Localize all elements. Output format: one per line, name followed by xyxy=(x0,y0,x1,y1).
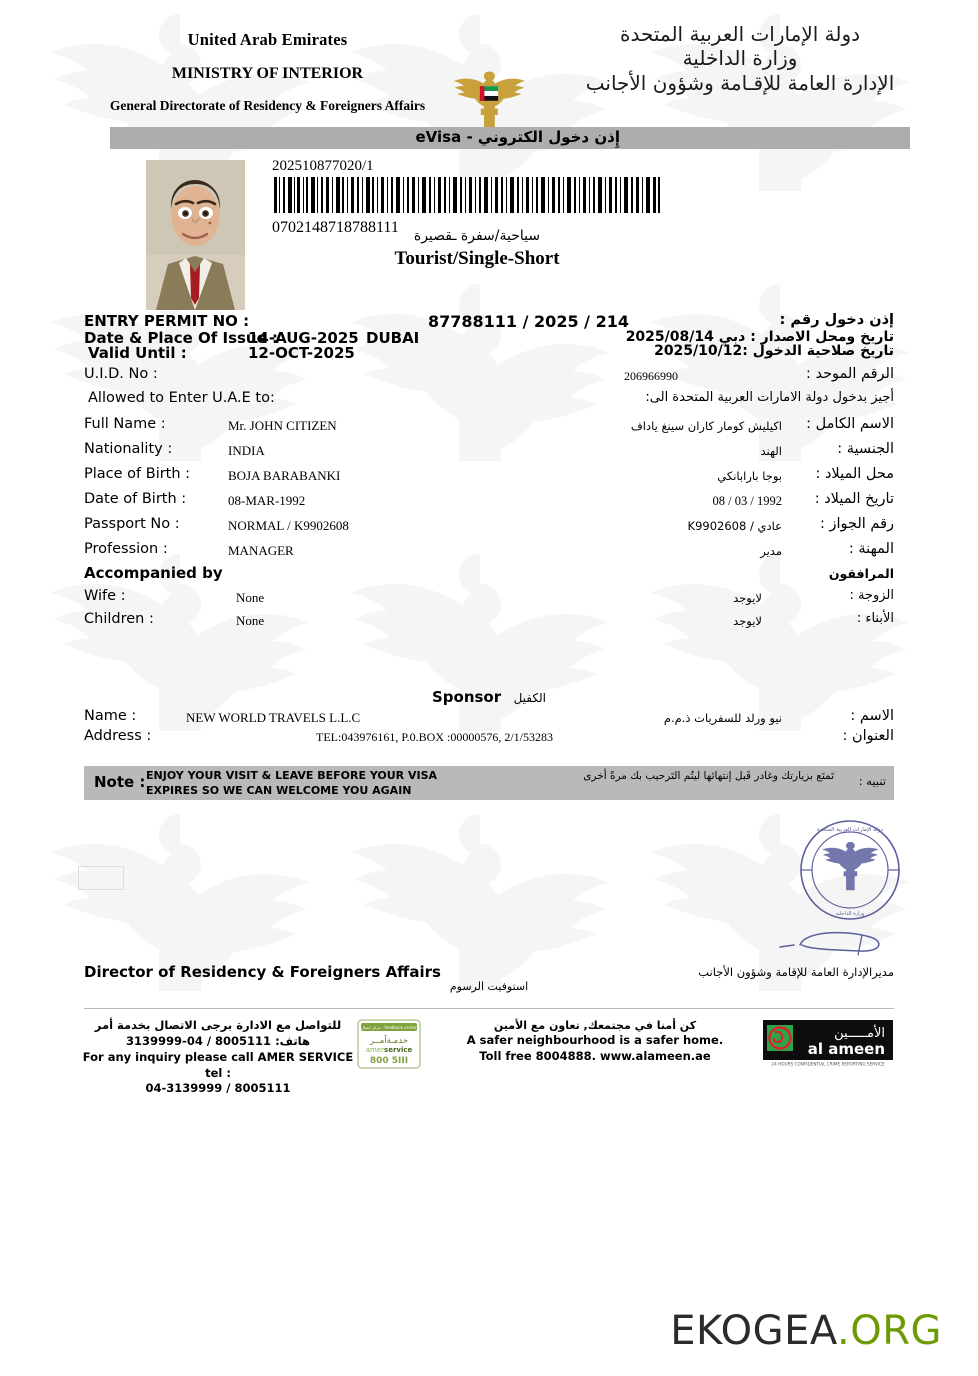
header-country-ar: دولة الإمارات العربية المتحدة xyxy=(619,22,861,46)
svg-text:amerservice: amerservice xyxy=(365,1046,413,1054)
amer-contact-ar-line1: للتواصل مع الادارة برجى الاتصال بخدمة أمر xyxy=(94,1018,342,1032)
full-name-label-ar: الاسم الكامل : xyxy=(806,416,894,432)
date-of-birth-label-ar: تاريخ الميلاد : xyxy=(814,491,894,507)
allowed-label: Allowed to Enter U.A.E to: xyxy=(88,390,275,406)
wife-value: None xyxy=(236,590,265,605)
official-seal-icon xyxy=(798,818,902,922)
header-ministry-ar: وزارة الداخلية xyxy=(682,46,798,71)
barcode-number: 0702148718788111 xyxy=(272,219,399,236)
note-text-ar: تَمتَع بزيارتك وغادر قَبل إنتهائها ليتُم التَرحيب بك مرةً أخرى xyxy=(583,770,834,782)
uid-label-ar: الرقم الموحد : xyxy=(805,366,894,382)
alameen-message-en-line2: Toll free 8004888. www.alameen.ae xyxy=(479,1049,711,1064)
passport-no-value: NORMAL / K9902608 xyxy=(228,518,349,533)
sponsor-address-value: TEL:043976161, P.0.BOX :00000576, 2/1/53283 xyxy=(316,730,554,744)
sponsor-address-label: Address : xyxy=(84,728,152,744)
issue-place-value: DUBAI xyxy=(366,329,420,347)
note-label-en: Note : xyxy=(94,773,146,791)
nationality-value: INDIA xyxy=(228,443,265,458)
amer-contact-en-line2: 04-3139999 / 8005111 xyxy=(145,1081,291,1096)
valid-until-label: Valid Until : xyxy=(88,344,187,362)
svg-text:مركز اتصال · feedback center: مركز اتصال · feedback center xyxy=(361,1025,417,1031)
valid-until-label-ar: تاريخ صلاحية الدخول :2025/10/12 xyxy=(654,343,894,359)
svg-text:خدمـةآمــر: خدمـةآمــر xyxy=(370,1036,408,1046)
permit-top-block xyxy=(0,312,978,360)
note-band xyxy=(84,766,894,800)
issue-date-value: 14-AUG-2025 xyxy=(248,329,359,347)
field-row-place-of-birth xyxy=(0,466,978,489)
application-number: 202510877020/1 xyxy=(272,158,374,174)
place-of-birth-value-ar: بوجا بارابانكي xyxy=(717,469,782,483)
passport-no-value-ar: عادي / K9902608 xyxy=(687,519,782,533)
svg-text:الأمـــــين: الأمـــــين xyxy=(834,1026,885,1041)
children-value: None xyxy=(236,613,265,628)
sponsor-heading-en: Sponsor xyxy=(431,688,502,706)
alameen-message-ar: كن أمنا في مجتمعك, تعاون مع الأمين xyxy=(493,1019,697,1032)
empty-stamp-box xyxy=(78,866,124,890)
nationality-value-ar: الهند xyxy=(760,444,782,458)
children-label-ar: الأبناء : xyxy=(856,611,894,626)
profession-label-ar: المهنة : xyxy=(848,541,894,557)
sponsor-address-label-ar: العنوان : xyxy=(842,728,894,744)
field-row-nationality xyxy=(0,441,978,464)
svg-text:800 5III: 800 5III xyxy=(369,1056,409,1066)
field-row-children xyxy=(0,611,978,634)
issue-label: Date & Place Of Issue : xyxy=(84,329,278,347)
footer-alameen-message xyxy=(455,1018,735,1065)
svg-text:دولة الإمارات العربية المتحدة: دولة الإمارات العربية المتحدة xyxy=(816,827,884,833)
evisa-title-text: إِذن دخول الكتروني - eVisa xyxy=(415,128,620,146)
date-of-birth-value: 08-MAR-1992 xyxy=(228,493,306,508)
date-of-birth-value-ar: 1992 / 03 / 08 xyxy=(712,494,782,508)
valid-until-value: 12-OCT-2025 xyxy=(248,344,355,362)
sponsor-name-row xyxy=(0,708,978,730)
ekogea-watermark xyxy=(670,1308,942,1354)
visa-type-english: Tourist/Single-Short xyxy=(394,248,560,269)
entry-permit-label: ENTRY PERMIT NO : xyxy=(84,312,250,330)
svg-text:al ameen: al ameen xyxy=(807,1040,885,1058)
profession-value-ar: مدير xyxy=(760,544,782,558)
passport-no-label: Passport No : xyxy=(84,516,180,532)
wife-label-ar: الزوجة : xyxy=(849,588,894,603)
field-row-date-of-birth xyxy=(0,491,978,514)
handwritten-signature-icon xyxy=(778,925,898,960)
date-of-birth-label: Date of Birth : xyxy=(84,491,187,507)
ekogea-brand-suffix: .ORG xyxy=(837,1308,942,1354)
alameen-message-en-line1: A safer neighbourhood is a safer home. xyxy=(466,1033,724,1048)
barcode-block xyxy=(272,158,672,237)
uid-row xyxy=(0,366,978,389)
header-english xyxy=(95,30,440,114)
amer-service-logo-icon xyxy=(357,1019,421,1069)
place-of-birth-label: Place of Birth : xyxy=(84,466,191,482)
svg-text:24 HOURS CONFIDENTIAL CRIME RE: 24 HOURS CONFIDENTIAL CRIME REPORTING SERVICE xyxy=(771,1061,885,1067)
sponsor-heading-ar: الكفيل xyxy=(513,691,546,705)
wife-label: Wife : xyxy=(84,588,126,604)
note-label-ar: تنبيه : xyxy=(858,774,886,788)
profession-label: Profession : xyxy=(84,541,168,557)
header-directorate-ar: الإدارة العامة للإقـامة وشؤون الأجانب xyxy=(585,70,895,95)
allowed-row xyxy=(0,390,978,413)
full-name-value: Mr. JOHN CITIZEN xyxy=(228,418,337,433)
visa-type-arabic: سياحية/سفرة ـقصيرة xyxy=(413,228,541,244)
full-name-value-ar: اكيليش كومار كاران سينغ ياداف xyxy=(630,419,782,433)
children-label: Children : xyxy=(84,611,154,627)
entry-permit-value: 87788111 / 2025 / 214 xyxy=(428,312,629,331)
uid-value: 206966990 xyxy=(624,369,678,383)
footer-divider xyxy=(84,1008,894,1009)
field-row-passport-no xyxy=(0,516,978,539)
director-title-en: Director of Residency & Foreigners Affairs xyxy=(84,963,441,981)
accompanied-heading-ar: المرافقون xyxy=(828,566,894,581)
amer-contact-ar-line2: هاتف: 8005111 / 04-3139999 xyxy=(126,1033,310,1048)
barcode-icon xyxy=(272,177,662,213)
profession-value: MANAGER xyxy=(228,543,294,558)
header-directorate-en: General Directorate of Residency & Foreigners Affairs xyxy=(109,98,426,113)
field-row-profession xyxy=(0,541,978,564)
sponsor-name-value: NEW WORLD TRAVELS L.L.C xyxy=(186,710,361,725)
place-of-birth-value: BOJA BARABANKI xyxy=(228,468,341,483)
children-value-ar: لايوجد xyxy=(733,614,762,628)
ekogea-brand-main: EKOGEA xyxy=(670,1308,837,1354)
note-text-en-line1: ENJOY YOUR VISIT & LEAVE BEFORE YOUR VISA xyxy=(146,769,438,782)
header-country-en: United Arab Emirates xyxy=(187,30,348,49)
svg-text:وزارة الداخلية: وزارة الداخلية xyxy=(835,911,865,917)
nationality-label: Nationality : xyxy=(84,441,173,457)
document-header xyxy=(0,22,978,125)
issue-label-ar: تاريخ ومحل الاصدار : دبي 2025/08/14 xyxy=(625,329,894,345)
accompanied-heading-en: Accompanied by xyxy=(84,564,223,582)
passport-no-label-ar: رقم الجواز : xyxy=(819,516,894,532)
allowed-label-ar: أجيز بدخول دولة الامارات العربية المتحدة الى: xyxy=(645,390,894,405)
applicant-photo xyxy=(146,160,245,310)
director-title-ar: مديرالإدارة العامة للإقامة وشؤون الأجانب xyxy=(698,965,894,979)
sponsor-name-value-ar: نيو ورلد للسفريات ذ.م.م xyxy=(663,711,782,725)
sponsor-heading xyxy=(0,688,978,707)
sponsor-name-label-ar: الاسم : xyxy=(850,708,894,724)
header-arabic xyxy=(560,22,920,95)
wife-value-ar: لايوجد xyxy=(733,591,762,605)
sponsor-name-label: Name : xyxy=(84,708,137,724)
field-row-full-name xyxy=(0,416,978,439)
nationality-label-ar: الجنسية : xyxy=(837,441,894,457)
amer-contact-en-line1: For any inquiry please call AMER SERVICE tel : xyxy=(82,1049,354,1080)
note-text-en-line2: EXPIRES SO WE CAN WELCOME YOU AGAIN xyxy=(146,783,412,797)
evisa-title-band xyxy=(110,127,910,149)
footer-amer-contact xyxy=(78,1018,358,1097)
uid-label: U.I.D. No : xyxy=(84,366,158,382)
field-row-wife xyxy=(0,588,978,611)
sponsor-address-row xyxy=(0,728,978,750)
place-of-birth-label-ar: محل الميلاد : xyxy=(815,466,894,482)
visa-type-block xyxy=(272,228,682,270)
fees-paid-ar: استوفيت الرسوم xyxy=(449,980,529,993)
header-ministry-en: MINISTRY OF INTERIOR xyxy=(171,65,364,82)
entry-permit-label-ar: إذن دخول رقم : xyxy=(779,312,894,328)
full-name-label: Full Name : xyxy=(84,416,166,432)
al-ameen-logo-icon xyxy=(763,1020,893,1068)
note-text-en xyxy=(146,769,437,798)
